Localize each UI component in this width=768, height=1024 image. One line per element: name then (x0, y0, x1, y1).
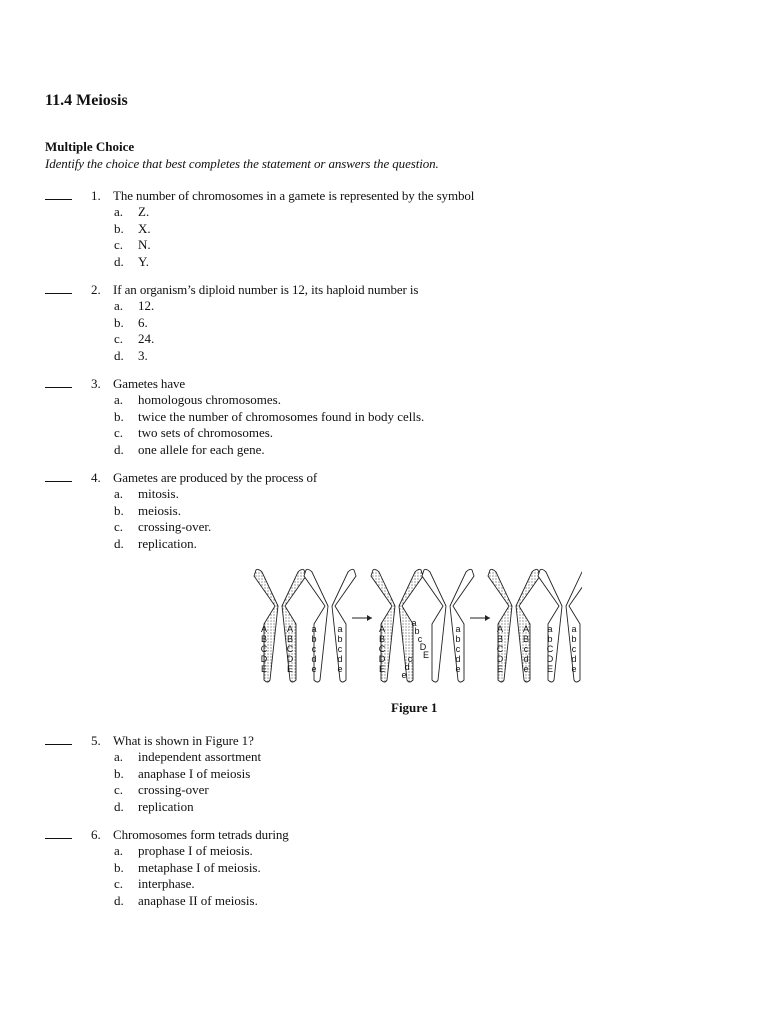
question-number: 1. (91, 188, 101, 203)
choice-d: d. replication. (114, 535, 197, 551)
stage3-c1-allele-C: C (496, 644, 504, 654)
stage1-c1-allele-D: D (260, 654, 268, 664)
stage1-c2-allele-D: D (286, 654, 294, 664)
stage3-c2-allele-e: e (523, 664, 529, 674)
stage2-c1-allele-A: A (378, 624, 386, 634)
stage2-c2-allele-b: b (414, 626, 420, 636)
stage1-c4-allele-a: a (337, 624, 343, 634)
choice-c: c. two sets of chromosomes. (114, 425, 274, 441)
stage1-c1-allele-C: C (260, 644, 268, 654)
stage1-c2-allele-B: B (286, 634, 294, 644)
stage1-c1-allele-A: A (260, 624, 268, 634)
choice-d: d. one allele for each gene. (114, 441, 265, 457)
stage2-c2-allele-a: a (411, 618, 417, 628)
stage2-c4-allele-b: b (455, 634, 461, 644)
stage3-c3-allele-C: C (546, 644, 554, 654)
stage3-c2-allele-B: B (522, 634, 530, 644)
answer-blank[interactable] (45, 733, 72, 745)
question-text: Chromosomes form tetrads during (113, 827, 289, 842)
stage2-c4-allele-d: d (455, 654, 461, 664)
stage1-c3-allele-c: c (311, 644, 317, 654)
stage2-c4-allele-c: c (455, 644, 461, 654)
choice-d: d. Y. (114, 253, 149, 269)
answer-blank[interactable] (45, 827, 72, 839)
question-number: 2. (91, 282, 101, 297)
question-5 (45, 733, 261, 815)
stage2-c3-allele-c: c (407, 654, 413, 664)
choice-b: b. twice the number of chromosomes found in body cells. (114, 408, 425, 424)
choice-a: a. prophase I of meiosis. (114, 843, 253, 859)
stage2-c2-allele-c: c (417, 634, 423, 644)
figure-1 (252, 566, 582, 686)
choice-a: a. independent assortment (114, 749, 262, 765)
stage3-c3-allele-a: a (547, 624, 553, 634)
question-6 (45, 827, 289, 909)
section-heading: Multiple Choice (45, 139, 135, 154)
choice-c: c. 24. (114, 331, 155, 347)
choice-a: a. 12. (114, 298, 155, 314)
stage3-c2-allele-d: d (523, 654, 529, 664)
stage2-c2-allele-E: E (422, 650, 430, 660)
stage1-c3-allele-d: d (311, 654, 317, 664)
question-1 (45, 188, 474, 270)
question-4 (45, 470, 317, 552)
answer-blank[interactable] (45, 376, 72, 388)
question-number: 4. (91, 470, 101, 485)
stage2-homolog-2-chromatid-right (450, 569, 474, 682)
stage2-c2-allele-D: D (419, 642, 427, 652)
stage1-c3-allele-e: e (311, 664, 317, 674)
choice-b: b. anaphase I of meiosis (114, 765, 251, 781)
stage1-c3-allele-a: a (311, 624, 317, 634)
page-title: 11.4 Meiosis (45, 92, 128, 109)
stage3-c1-allele-E: E (496, 664, 504, 674)
choice-d: d. anaphase II of meiosis. (114, 892, 258, 908)
stage2-c4-allele-a: a (455, 624, 461, 634)
choice-c: c. N. (114, 237, 151, 253)
stage2-c3-allele-d: d (404, 662, 410, 672)
stage1-c2-allele-A: A (286, 624, 294, 634)
stage1-c4-allele-b: b (337, 634, 343, 644)
stage1-c4-allele-d: d (337, 654, 343, 664)
answer-blank[interactable] (45, 282, 72, 294)
stage3-c3-allele-b: b (547, 634, 553, 644)
stage2-c1-allele-C: C (378, 644, 386, 654)
question-text: Gametes are produced by the process of (113, 470, 318, 485)
choice-a: a. mitosis. (114, 486, 179, 502)
choice-b: b. metaphase I of meiosis. (114, 859, 261, 875)
answer-blank[interactable] (45, 470, 72, 482)
question-3 (45, 376, 424, 458)
stage1-c1-allele-B: B (260, 634, 268, 644)
choice-a: a. Z. (114, 204, 150, 220)
stage3-c2-allele-A: A (522, 624, 530, 634)
stage1-c2-allele-E: E (286, 664, 294, 674)
stage3-c4-allele-c: c (571, 644, 577, 654)
question-text: What is shown in Figure 1? (113, 733, 254, 748)
chromosome-crossing-over-diagram (252, 566, 582, 686)
choice-c: c. interphase. (114, 876, 195, 892)
stage3-c1-allele-A: A (496, 624, 504, 634)
answer-blank[interactable] (45, 188, 72, 200)
choice-b: b. meiosis. (114, 502, 181, 518)
choice-a: a. homologous chromosomes. (114, 392, 281, 408)
choice-d: d. 3. (114, 347, 148, 363)
arrow-1-head (367, 615, 372, 621)
question-number: 6. (91, 827, 101, 842)
stage3-c4-allele-e: e (571, 664, 577, 674)
stage1-c1-allele-E: E (260, 664, 268, 674)
choice-b: b. 6. (114, 314, 148, 330)
stage1-homolog-1-chromatid-right (282, 569, 306, 682)
question-number: 5. (91, 733, 101, 748)
stage3-c4-allele-d: d (571, 654, 577, 664)
question-2 (45, 282, 418, 364)
stage3-c4-allele-b: b (571, 634, 577, 644)
stage1-c4-allele-c: c (337, 644, 343, 654)
question-text: Gametes have (113, 376, 186, 391)
stage2-c3-allele-e: e (401, 670, 407, 680)
stage3-c3-allele-E: E (546, 664, 554, 674)
question-number: 3. (91, 376, 101, 391)
figure-caption: Figure 1 (391, 700, 438, 715)
stage3-c2-allele-c: c (523, 644, 529, 654)
stage1-c4-allele-e: e (337, 664, 343, 674)
stage1-homolog-2-chromatid-right (332, 569, 356, 682)
choice-c: c. crossing-over. (114, 519, 212, 535)
question-text: If an organism’s diploid number is 12, its haploid number is (113, 282, 419, 297)
arrow-2-head (485, 615, 490, 621)
choice-c: c. crossing-over (114, 782, 209, 798)
stage2-c1-allele-D: D (378, 654, 386, 664)
stage2-c1-allele-B: B (378, 634, 386, 644)
stage1-c3-allele-b: b (311, 634, 317, 644)
stage3-c4-allele-a: a (571, 624, 577, 634)
stage3-c1-allele-D: D (496, 654, 504, 664)
stage3-c1-allele-B: B (496, 634, 504, 644)
choice-d: d. replication (114, 798, 194, 814)
choice-b: b. X. (114, 220, 151, 236)
question-text: The number of chromosomes in a gamete is represented by the symbol (113, 188, 475, 203)
stage2-homolog-2-chromatid-left (419, 569, 446, 682)
stage3-c3-allele-D: D (546, 654, 554, 664)
instructions: Identify the choice that best completes the statement or answers the question. (45, 156, 439, 171)
stage2-c1-allele-E: E (378, 664, 386, 674)
stage2-c4-allele-e: e (455, 664, 461, 674)
stage1-c2-allele-C: C (286, 644, 294, 654)
